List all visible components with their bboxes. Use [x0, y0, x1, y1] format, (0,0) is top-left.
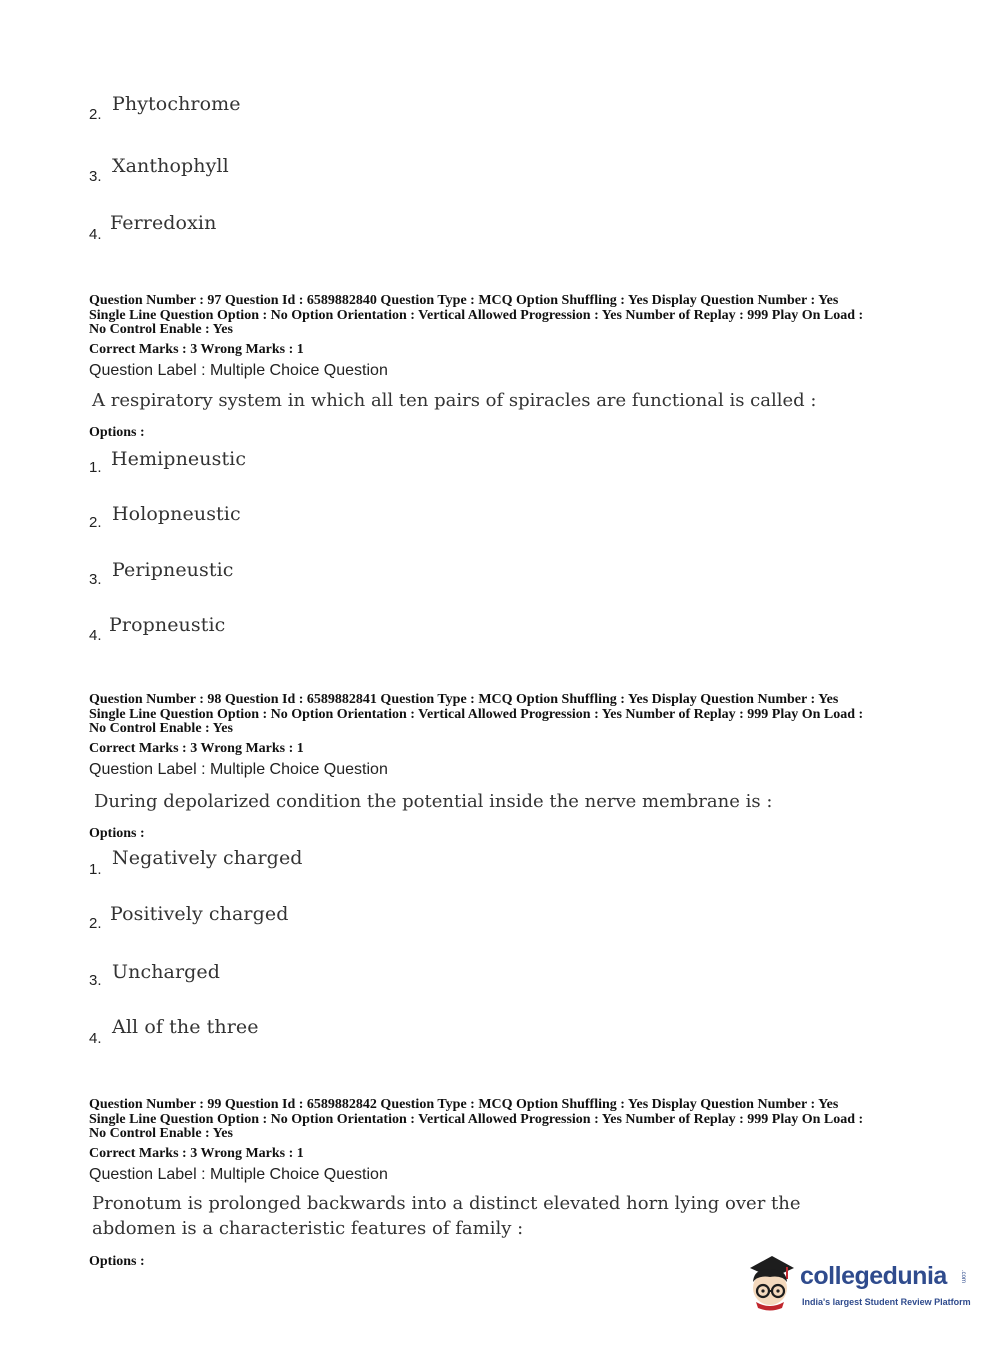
question-text-line-1: Pronotum is prolonged backwards into a distinct elevated horn lying over the	[92, 1193, 801, 1214]
options-label: Options :	[89, 425, 145, 440]
option-number: 4.	[89, 226, 102, 243]
collegedunia-logo	[742, 1248, 972, 1318]
options-label: Options :	[89, 826, 145, 841]
option-text: Propneustic	[109, 614, 226, 636]
meta-line: No Control Enable : Yes	[89, 721, 233, 736]
meta-line: Question Number : 99 Question Id : 6589882842 Question Type : MCQ Option Shuffling : Yes Display Question Number : Yes	[89, 1097, 839, 1112]
option-text: Xanthophyll	[112, 155, 229, 177]
logo-wordmark: collegedunia	[800, 1262, 947, 1290]
logo-suffix: .com	[960, 1270, 966, 1284]
option-number: 3.	[89, 972, 102, 989]
option-text: Holopneustic	[112, 503, 241, 525]
question-label: Question Label : Multiple Choice Question	[89, 362, 388, 379]
option-text: Negatively charged	[112, 847, 303, 869]
option-text: Uncharged	[112, 961, 221, 983]
option-text: Peripneustic	[112, 559, 234, 581]
option-number: 2.	[89, 915, 102, 932]
option-number: 1.	[89, 459, 102, 476]
marks-line: Correct Marks : 3 Wrong Marks : 1	[89, 1146, 304, 1161]
meta-line: Question Number : 97 Question Id : 6589882840 Question Type : MCQ Option Shuffling : Yes Display Question Number : Yes	[89, 293, 839, 308]
question-label: Question Label : Multiple Choice Question	[89, 761, 388, 778]
option-number: 3.	[89, 168, 102, 185]
option-text: All of the three	[112, 1016, 259, 1038]
question-text: A respiratory system in which all ten pairs of spiracles are functional is called :	[92, 390, 817, 411]
question-meta	[89, 294, 863, 338]
meta-line: Single Line Question Option : No Option Orientation : Vertical Allowed Progression : Yes Number of Replay : 999 Play On Load :	[89, 1111, 864, 1127]
option-text: Ferredoxin	[110, 212, 217, 234]
marks-line: Correct Marks : 3 Wrong Marks : 1	[89, 741, 304, 756]
option-text: Hemipneustic	[111, 448, 247, 470]
option-number: 4.	[89, 627, 102, 644]
meta-line: No Control Enable : Yes	[89, 322, 233, 337]
question-meta	[89, 693, 863, 737]
option-number: 2.	[89, 106, 102, 123]
options-label: Options :	[89, 1254, 145, 1269]
mascot-icon	[742, 1250, 800, 1312]
logo-tagline: India's largest Student Review Platform	[802, 1297, 971, 1307]
question-text-line-2: abdomen is a characteristic features of family :	[92, 1218, 524, 1239]
meta-line: Single Line Question Option : No Option Orientation : Vertical Allowed Progression : Yes Number of Replay : 999 Play On Load :	[89, 307, 864, 323]
meta-line: Question Number : 98 Question Id : 6589882841 Question Type : MCQ Option Shuffling : Yes Display Question Number : Yes	[89, 692, 839, 707]
option-text: Phytochrome	[112, 93, 241, 115]
question-text: During depolarized condition the potential inside the nerve membrane is :	[94, 791, 773, 812]
option-number: 2.	[89, 514, 102, 531]
question-label: Question Label : Multiple Choice Question	[89, 1166, 388, 1183]
question-meta	[89, 1098, 863, 1142]
meta-line: Single Line Question Option : No Option Orientation : Vertical Allowed Progression : Yes Number of Replay : 999 Play On Load :	[89, 706, 864, 722]
option-number: 4.	[89, 1030, 102, 1047]
meta-line: No Control Enable : Yes	[89, 1126, 233, 1141]
option-number: 3.	[89, 571, 102, 588]
marks-line: Correct Marks : 3 Wrong Marks : 1	[89, 342, 304, 357]
option-number: 1.	[89, 861, 102, 878]
option-text: Positively charged	[110, 903, 289, 925]
